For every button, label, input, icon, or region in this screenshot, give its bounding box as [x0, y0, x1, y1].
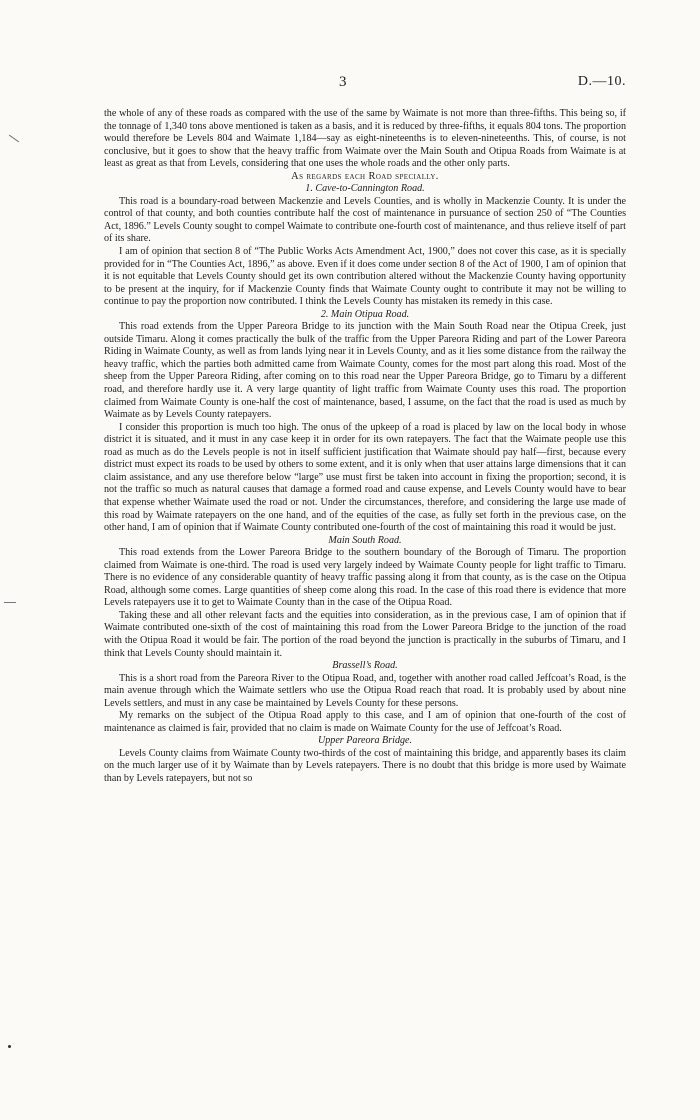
paragraph: Taking these and all other relevant facts and the equities into consideration, as in the previous case, I am of opinion that if Waimate contributed one-sixth of the cost of maintaining this road from the Lower Pareora Bridge to the junction of the road with the Otipua Road it would be fair. The portion of the road beyond the junction is practically in the suburbs of Timaru, and I think that Levels County should maintain it.: [104, 609, 626, 659]
section-heading-brassells: Brassell’s Road.: [332, 660, 398, 672]
margin-mark: [4, 602, 16, 603]
paragraph: I am of opinion that section 8 of “The Public Works Acts Amendment Act, 1900,” does not cover this case, as it is specially provided for in “The Counties Act, 1896,” as above. Even if it does come under section 8 of the Act of 1900, I am of opinion that it is not equitable that Levels County should get its own contribution altered without the Mackenzie County having opportunity to be present at the inquiry, for if Mackenzie County finds that Waimate County ought to contribute it may not be willing to continue to pay the proportion now contributed. I think the Levels County has mistaken its remedy in this case.: [104, 246, 626, 308]
paragraph: This is a short road from the Pareora River to the Otipua Road, and, together with another road called Jeffcoat’s Road, is the main avenue through which the Waimate settlers who use the Otipua Road reach that road. It is probably used by about nine Levels settlers, and must in any case be maintained by Levels County for these persons.: [104, 672, 626, 709]
paragraph: This road extends from the Upper Pareora Bridge to its junction with the Main South Road near the Otipua Creek, just outside Timaru. Along it comes practically the bulk of the traffic from the Upper Pareora Riding and part of the Lower Pareora Riding in Waimate County, as well as from lands lying near it in Levels County, and as it lies some distance from the railway the heavy traffic, which the parties both admitted came from Waimate County, comes for the most part along this road. Most of the sheep from the Upper Pareora Riding, after coming on to this road near the Upper Pareora Bridge, go to Timaru by a different road, and therefore hardly use it. A very large quantity of light traffic from Waimate County uses this road. The proportion claimed from Waimate County is one-half the cost of maintenance, based, I assume, on the fact that the road is used as much by Waimate as by Levels County ratepayers.: [104, 321, 626, 421]
paragraph: Levels County claims from Waimate County two-thirds of the cost of maintaining this bridge, and apparently bases its claim on the much larger use of it by Waimate than by Levels ratepayers. There is no doubt that this bridge is more used by Waimate than by Levels ratepayers, but not so: [104, 747, 626, 784]
paragraph: This road is a boundary-road between Mackenzie and Levels Counties, and is wholly in Mackenzie County. It is under the control of that county, and both counties contribute half the cost of maintenance in pursuance of section 250 of “The Counties Act, 1896.” Levels County sought to compel Waimate to contribute one-fourth cost of maintenance, and thus relieve itself of part of its share.: [104, 195, 626, 245]
margin-dot: [8, 1045, 11, 1048]
main-heading: As regards each Road specially.: [291, 170, 439, 182]
paragraph: I consider this proportion is much too high. The onus of the upkeep of a road is placed by law on the local body in whose district it is situated, and it must in any case keep it in order for its own ratepayers. The fact that the Waimate people use this road as much as do the Levels people is not in itself sufficient justification that Waimate should pay half—first, because every district must expect its roads to be used by others to some extent, and it is only when that user attains large dimensions that it can claim assistance, and any use therefore below “large” use must first be taken into account in fixing the proportion; second, it is not the traffic so much as natural causes that damage a formed road and cause expense, and Levels County would have to bear that expense whether Waimate used the road or not. Under the circumstances, therefore, and considering the large use made of this road by Waimate ratepayers on the one hand, and of the equities of the case, as fully set forth in the previous case, on the other hand, I am of opinion that if Waimate County contributed one-fourth of the cost of maintaining this road it would be just.: [104, 421, 626, 534]
intro-paragraph: the whole of any of these roads as compared with the use of the same by Waimate is not more than three-fifths. This being so, if the tonnage of 1,340 tons above mentioned is taken as a basis, and it is reduced by three-fifths, it equals 804 tons. The proportion would therefore be Levels 804 and Waimate 1,184—say as eight-nineteenths is to eleven-nineteenths. This, of course, is not conclusive, but it goes to show that the heavy traffic from Waimate over the Main South and Otipua Roads from Waimate is at least as great as that from Levels, considering that one uses the whole roads and the other only parts.: [104, 108, 626, 170]
section-heading-upper-pareora-bridge: Upper Pareora Bridge.: [317, 735, 413, 747]
page-header: [104, 74, 626, 92]
paragraph: My remarks on the subject of the Otipua Road apply to this case, and I am of opinion that one-fourth of the cost of maintenance as claimed is fair, provided that no claim is made on Waimate County for the use of Jeffcoat’s Road.: [104, 710, 626, 734]
document-reference: D.—10.: [577, 74, 626, 89]
section-heading-cave-cannington: 1. Cave-to-Cannington Road.: [305, 183, 425, 195]
section-heading-main-otipua: 2. Main Otipua Road.: [320, 308, 410, 320]
margin-mark: [9, 135, 19, 143]
paragraph: This road extends from the Lower Pareora Bridge to the southern boundary of the Borough of Timaru. The proportion claimed from Waimate is one-third. The road is used very largely indeed by Waimate County people for light traffic to Timaru. There is no evidence of any considerable quantity of heavy traffic passing along it from that county, as is the case on the Otipua Road, although some comes. Large quantities of sheep come along this road. In the case of this road there is evidence that more Levels ratepayers use it to get to Waimate County than in the case of the Otipua Road.: [104, 547, 626, 609]
section-heading-main-south: Main South Road.: [328, 534, 402, 546]
page-number: 3: [339, 74, 347, 90]
